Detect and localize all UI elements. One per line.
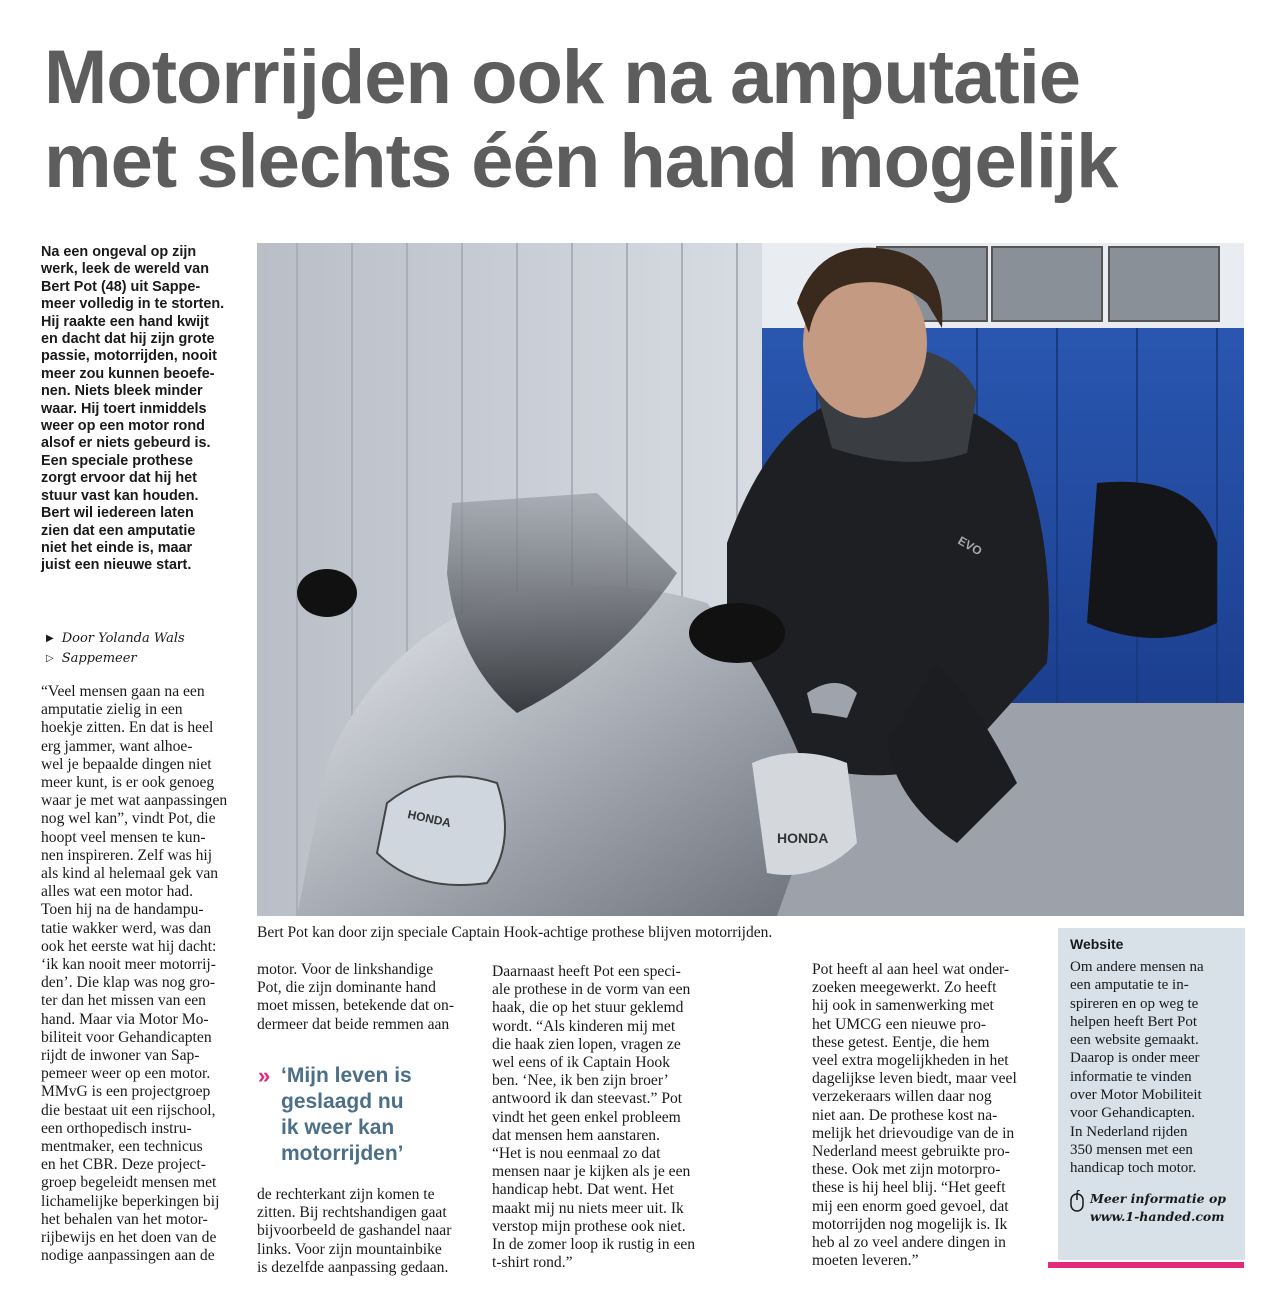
text-line: motorrijden’ xyxy=(281,1142,404,1165)
text-line: bijvoorbeeld de gashandel naar xyxy=(257,1222,452,1240)
text-line: informatie te vinden xyxy=(1070,1068,1192,1085)
text-line: zien dat een amputatie xyxy=(41,522,196,539)
text-line: spireren en op weg te xyxy=(1070,995,1199,1012)
text-line: tatie wakker werd, was dan xyxy=(41,919,212,937)
double-chevron-icon: » xyxy=(258,1063,271,1088)
text-line: Een speciale prothese xyxy=(41,452,193,469)
text-line: zoeken meegewerkt. Zo heeft xyxy=(812,979,997,997)
headline xyxy=(44,36,1264,204)
text-line: ter dan het missen van een xyxy=(41,992,206,1010)
article-photo xyxy=(257,243,1244,916)
text-line: wel eens of ik Captain Hook xyxy=(492,1054,670,1072)
text-line: handicap toch motor. xyxy=(1070,1160,1197,1177)
text-line: ben. ‘Nee, ik ben zijn broer’ xyxy=(492,1072,669,1090)
jacket-brand-label: EVO xyxy=(955,533,985,559)
article-column-1 xyxy=(41,683,241,1266)
text-line: dat mensen hem aanstaren. xyxy=(492,1126,660,1144)
text-line: mij een enorm goed gevoel, dat xyxy=(812,1197,1009,1215)
text-line: lichamelijke beperkingen bij xyxy=(41,1192,220,1210)
text-line: nen. Niets bleek minder xyxy=(41,383,203,400)
photo-caption: Bert Pot kan door zijn speciale Captain Hook-achtige prothese blijven motorrijden. xyxy=(257,924,773,941)
sidebar-title: Website xyxy=(1070,936,1124,952)
photo-motorcyclist xyxy=(257,243,1244,916)
text-line: mentmaker, een technicus xyxy=(41,1138,203,1156)
text-line: Bert Pot (48) uit Sappe- xyxy=(41,278,201,295)
sidebar-body xyxy=(1070,958,1245,1178)
text-line: rijbewijs en het doen van de xyxy=(41,1229,217,1247)
text-line: niet het einde is, maar xyxy=(41,539,193,556)
text-line: Daarnaast heeft Pot een speci- xyxy=(492,963,681,980)
text-line: meer volledig in te storten. xyxy=(41,296,225,313)
text-line: MMvG is een projectgroep xyxy=(41,1083,211,1101)
text-line: een amputatie te in- xyxy=(1070,977,1189,994)
text-line: de rechterkant zijn komen te xyxy=(257,1186,435,1203)
text-line: melijk het drievoudige van de in xyxy=(812,1124,1015,1142)
text-line: Na een ongeval op zijn xyxy=(41,244,197,260)
text-line: mensen naar je kijken als je een xyxy=(492,1163,691,1181)
text-line: een orthopedisch instru- xyxy=(41,1119,192,1137)
text-line: Om andere mensen na xyxy=(1070,959,1204,975)
text-line: t-shirt rond.” xyxy=(492,1254,573,1272)
bike-brand-label: HONDA xyxy=(777,830,829,846)
text-line: meer kunt, is er ook genoeg xyxy=(41,774,215,792)
text-line: heb al zo veel andere dingen in xyxy=(812,1234,1006,1252)
text-line: “Het is nou eenmaal zo dat xyxy=(492,1145,661,1163)
sidebar-accent-bar xyxy=(1048,1262,1244,1268)
text-line: wel je bepaalde dingen niet xyxy=(41,755,212,773)
text-line: motor. Voor de linkshandige xyxy=(257,961,434,978)
text-line: het behalen van het motor- xyxy=(41,1210,208,1228)
text-line: alles wat een motor had. xyxy=(41,883,193,901)
text-line: wordt. “Als kinderen mij met xyxy=(492,1017,676,1035)
text-line: zitten. Bij rechtshandigen gaat xyxy=(257,1204,447,1222)
intro-paragraph xyxy=(41,244,246,575)
text-line: verzekeraars willen daar nog xyxy=(812,1088,992,1106)
text-line: amputatie zielig in een xyxy=(41,701,183,719)
text-line: helpen heeft Bert Pot xyxy=(1070,1013,1198,1030)
text-line: dagelijkse leven biedt, maar veel xyxy=(812,1070,1017,1088)
text-line: vindt het geen enkel probleem xyxy=(492,1108,681,1126)
text-line: Nederland meest gebruikte pro- xyxy=(812,1143,1010,1161)
text-line: antwoord ik dan steevast.” Pot xyxy=(492,1090,683,1108)
text-line: verstop mijn prothese ook niet. xyxy=(492,1217,686,1235)
text-line: werk, leek de wereld van xyxy=(41,261,209,278)
text-line: ale prothese in de vorm van een xyxy=(492,981,691,999)
text-line: Pot heeft al aan heel wat onder- xyxy=(812,961,1010,978)
text-line: pemeer weer op een motor. xyxy=(41,1065,211,1083)
text-line: waar. Hij toert inmiddels xyxy=(41,400,207,417)
text-line: these is hij heel blij. “Het geeft xyxy=(812,1179,1006,1197)
text-line: veel extra mogelijkheden in het xyxy=(812,1052,1009,1070)
text-line: over Motor Mobiliteit xyxy=(1070,1087,1202,1104)
text-line: die bestaat uit een rijschool, xyxy=(41,1101,216,1119)
website-sidebar xyxy=(1058,928,1245,1260)
text-line: 350 mensen met een xyxy=(1070,1141,1193,1158)
text-line: dermeer dat beide remmen aan xyxy=(257,1015,450,1033)
text-line: is dezelfde aanpassing gedaan. xyxy=(257,1258,449,1276)
article-column-2-top xyxy=(257,961,477,1034)
text-line: groep begeleidt mensen met xyxy=(41,1174,217,1192)
text-line: het UMCG een nieuwe pro- xyxy=(812,1015,987,1033)
text-line: erg jammer, want alhoe- xyxy=(41,737,193,755)
text-line: hij ook in samenwerking met xyxy=(812,997,994,1015)
sidebar-website-link[interactable] xyxy=(1070,1190,1245,1226)
text-line: Toen hij na de handampu- xyxy=(41,901,204,919)
sidebar-link-label: Meer informatie op xyxy=(1090,1190,1227,1206)
text-line: hand. Maar via Motor Mo- xyxy=(41,1010,209,1028)
text-line: alsof er niets gebeurd is. xyxy=(41,435,211,452)
text-line: hoekje zitten. En dat is heel xyxy=(41,719,214,737)
bike-brand-front: HONDA xyxy=(406,807,453,831)
headline-line-2: met slechts één hand mogelijk xyxy=(44,119,1118,204)
text-line: Pot, die zijn dominante hand xyxy=(257,979,436,997)
text-line: links. Voor zijn mountainbike xyxy=(257,1240,442,1258)
text-line: these. Ook met zijn motorpro- xyxy=(812,1161,1001,1179)
mouse-icon xyxy=(1070,1190,1084,1212)
text-line: zorgt ervoor dat hij het xyxy=(41,470,197,487)
outline-triangle-icon: ▷ xyxy=(46,653,54,664)
text-line: these getest. Eentje, die hem xyxy=(812,1033,990,1051)
article-column-2-bottom xyxy=(257,1186,477,1277)
text-line: die haak zien lopen, vragen ze xyxy=(492,1035,681,1053)
byline xyxy=(46,629,185,669)
headline-line-1: Motorrijden ook na amputatie xyxy=(44,35,1081,120)
text-line: waar je met wat aanpassingen xyxy=(41,792,228,810)
text-line: passie, motorrijden, nooit xyxy=(41,348,217,365)
text-line: en het CBR. Deze project- xyxy=(41,1156,206,1174)
text-line: nodige aanpassingen aan de xyxy=(41,1247,215,1265)
text-line: niet aan. De prothese kost na- xyxy=(812,1106,998,1124)
text-line: Daarop is onder meer xyxy=(1070,1050,1200,1067)
text-line: ‘ik kan nooit meer motorrij- xyxy=(41,956,216,974)
text-line: geslaagd nu xyxy=(281,1090,404,1113)
pull-quote-text xyxy=(281,1063,412,1167)
text-line: voor Gehandicapten. xyxy=(1070,1105,1195,1122)
text-line: maakt mij nu niets meer uit. Ik xyxy=(492,1199,684,1217)
text-line: als kind al helemaal gek van xyxy=(41,865,219,883)
text-line: ‘Mijn leven is xyxy=(281,1064,412,1087)
byline-author: Door Yolanda Wals xyxy=(61,631,185,646)
text-line: hoopt veel mensen te kun- xyxy=(41,828,206,846)
text-line: biliteit voor Gehandicapten xyxy=(41,1028,212,1046)
text-line: en dacht dat hij zijn grote xyxy=(41,331,215,348)
filled-triangle-icon: ▶ xyxy=(46,633,54,644)
text-line: moeten leveren.” xyxy=(812,1252,919,1270)
text-line: nog wel kan”, vindt Pot, die xyxy=(41,810,216,828)
article-column-3 xyxy=(492,963,712,1272)
text-line: ook het eerste wat hij dacht: xyxy=(41,937,217,955)
sidebar-link-url[interactable]: www.1-handed.com xyxy=(1090,1208,1225,1224)
text-line: In de zomer loop ik rustig in een xyxy=(492,1236,696,1254)
text-line: moet missen, betekende dat on- xyxy=(257,997,455,1015)
text-line: een website gemaakt. xyxy=(1070,1032,1199,1049)
text-line: den’. Die klap was nog gro- xyxy=(41,974,216,992)
text-line: nen inspireren. Zelf was hij xyxy=(41,846,213,864)
text-line: Hij raakte een hand kwijt xyxy=(41,313,209,330)
text-line: stuur vast kan houden. xyxy=(41,487,199,504)
text-line: “Veel mensen gaan na een xyxy=(41,683,205,700)
text-line: rijdt de inwoner van Sap- xyxy=(41,1047,200,1065)
text-line: meer zou kunnen beoefe- xyxy=(41,365,215,382)
text-line: handicap hebt. Dat went. Het xyxy=(492,1181,674,1199)
text-line: motorrijden nog mogelijk is. Ik xyxy=(812,1215,1008,1233)
text-line: haak, die op het stuur geklemd xyxy=(492,999,684,1017)
text-line: ik weer kan xyxy=(281,1116,395,1139)
byline-location: Sappemeer xyxy=(61,651,137,666)
text-line: In Nederland rijden xyxy=(1070,1123,1188,1140)
text-line: Bert wil iedereen laten xyxy=(41,505,194,522)
text-line: weer op een motor rond xyxy=(41,418,205,435)
article-column-4 xyxy=(812,961,1037,1270)
text-line: juist een nieuwe start. xyxy=(41,557,192,574)
